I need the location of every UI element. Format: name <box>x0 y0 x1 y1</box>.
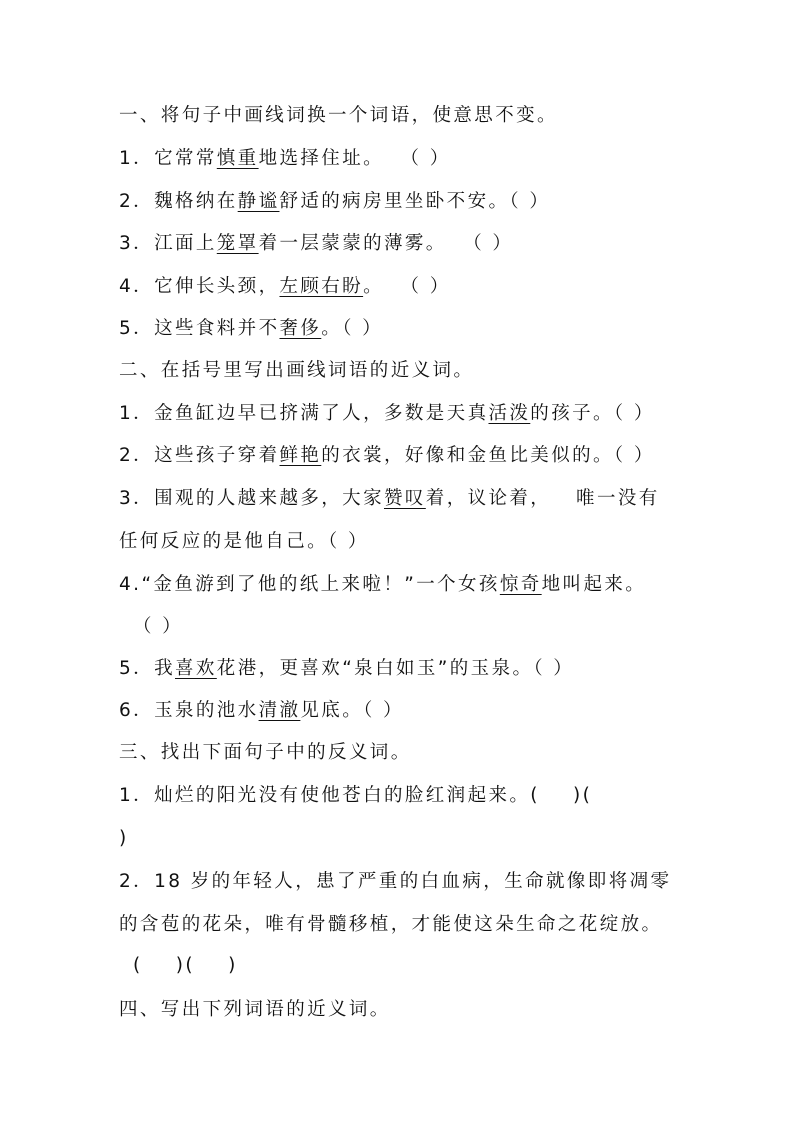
question-1-1: 1．它常常慎重地选择住址。 （ ） <box>119 148 451 169</box>
underlined-word: 奢侈 <box>279 318 322 339</box>
question-2-5: 5．我喜欢花港，更喜欢“泉白如玉”的玉泉。（ ） <box>119 658 575 679</box>
question-2-3: 3．围观的人越来越多，大家赞叹着，议论着， 唯一没有 <box>119 488 660 509</box>
underlined-word: 左顾右盼 <box>279 276 364 297</box>
underlined-word: 惊奇 <box>499 574 542 595</box>
section-1-heading: 一、将句子中画线词换一个词语，使意思不变。 <box>119 105 558 126</box>
question-1-3: 3．江面上笼罩着一层蒙蒙的薄雾。 （ ） <box>119 233 514 254</box>
question-2-3-cont: 任何反应的是他自己。（ ） <box>119 531 369 552</box>
question-3-1-cont: ) <box>119 828 129 849</box>
question-2-1: 1．金鱼缸边早已挤满了人，多数是天真活泼的孩子。（ ） <box>119 403 655 424</box>
question-1-5: 5．这些食料并不奢侈。（ ） <box>119 318 384 339</box>
question-2-4: 4.“金鱼游到了他的纸上来啦！”一个女孩惊奇地叫起来。 <box>119 574 647 595</box>
underlined-word: 笼罩 <box>216 233 259 254</box>
question-2-6: 6．玉泉的池水清澈见底。（ ） <box>119 700 404 721</box>
section-3-heading: 三、找出下面句子中的反义词。 <box>119 742 412 763</box>
question-3-2-cont: 的含苞的花朵，唯有骨髓移植，才能使这朵生命之花绽放。 <box>119 914 663 935</box>
underlined-word: 活泼 <box>488 403 531 424</box>
underlined-word: 清澈 <box>258 700 301 721</box>
question-3-2: 2．18 岁的年轻人，患了严重的白血病，生命就像即将凋零 <box>119 871 672 892</box>
underlined-word: 鲜艳 <box>279 445 322 466</box>
underlined-word: 静谧 <box>237 191 280 212</box>
question-3-2-answers: ( )( ) <box>133 955 238 976</box>
question-3-1: 1．灿烂的阳光没有使他苍白的脸红润起来。( )( <box>119 785 593 806</box>
question-1-4: 4．它伸长头颈，左顾右盼。 （ ） <box>119 276 451 297</box>
section-4-heading: 四、写出下列词语的近义词。 <box>119 999 391 1020</box>
underlined-word: 喜欢 <box>174 658 217 679</box>
section-2-heading: 二、在括号里写出画线词语的近义词。 <box>119 360 475 381</box>
question-2-2: 2．这些孩子穿着鲜艳的衣裳，好像和金鱼比美似的。（ ） <box>119 445 655 466</box>
underlined-word: 慎重 <box>216 148 259 169</box>
underlined-word: 赞叹 <box>383 488 426 509</box>
question-2-4-cont: （ ） <box>133 616 184 637</box>
question-1-2: 2．魏格纳在静谧舒适的病房里坐卧不安。（ ） <box>119 191 551 212</box>
